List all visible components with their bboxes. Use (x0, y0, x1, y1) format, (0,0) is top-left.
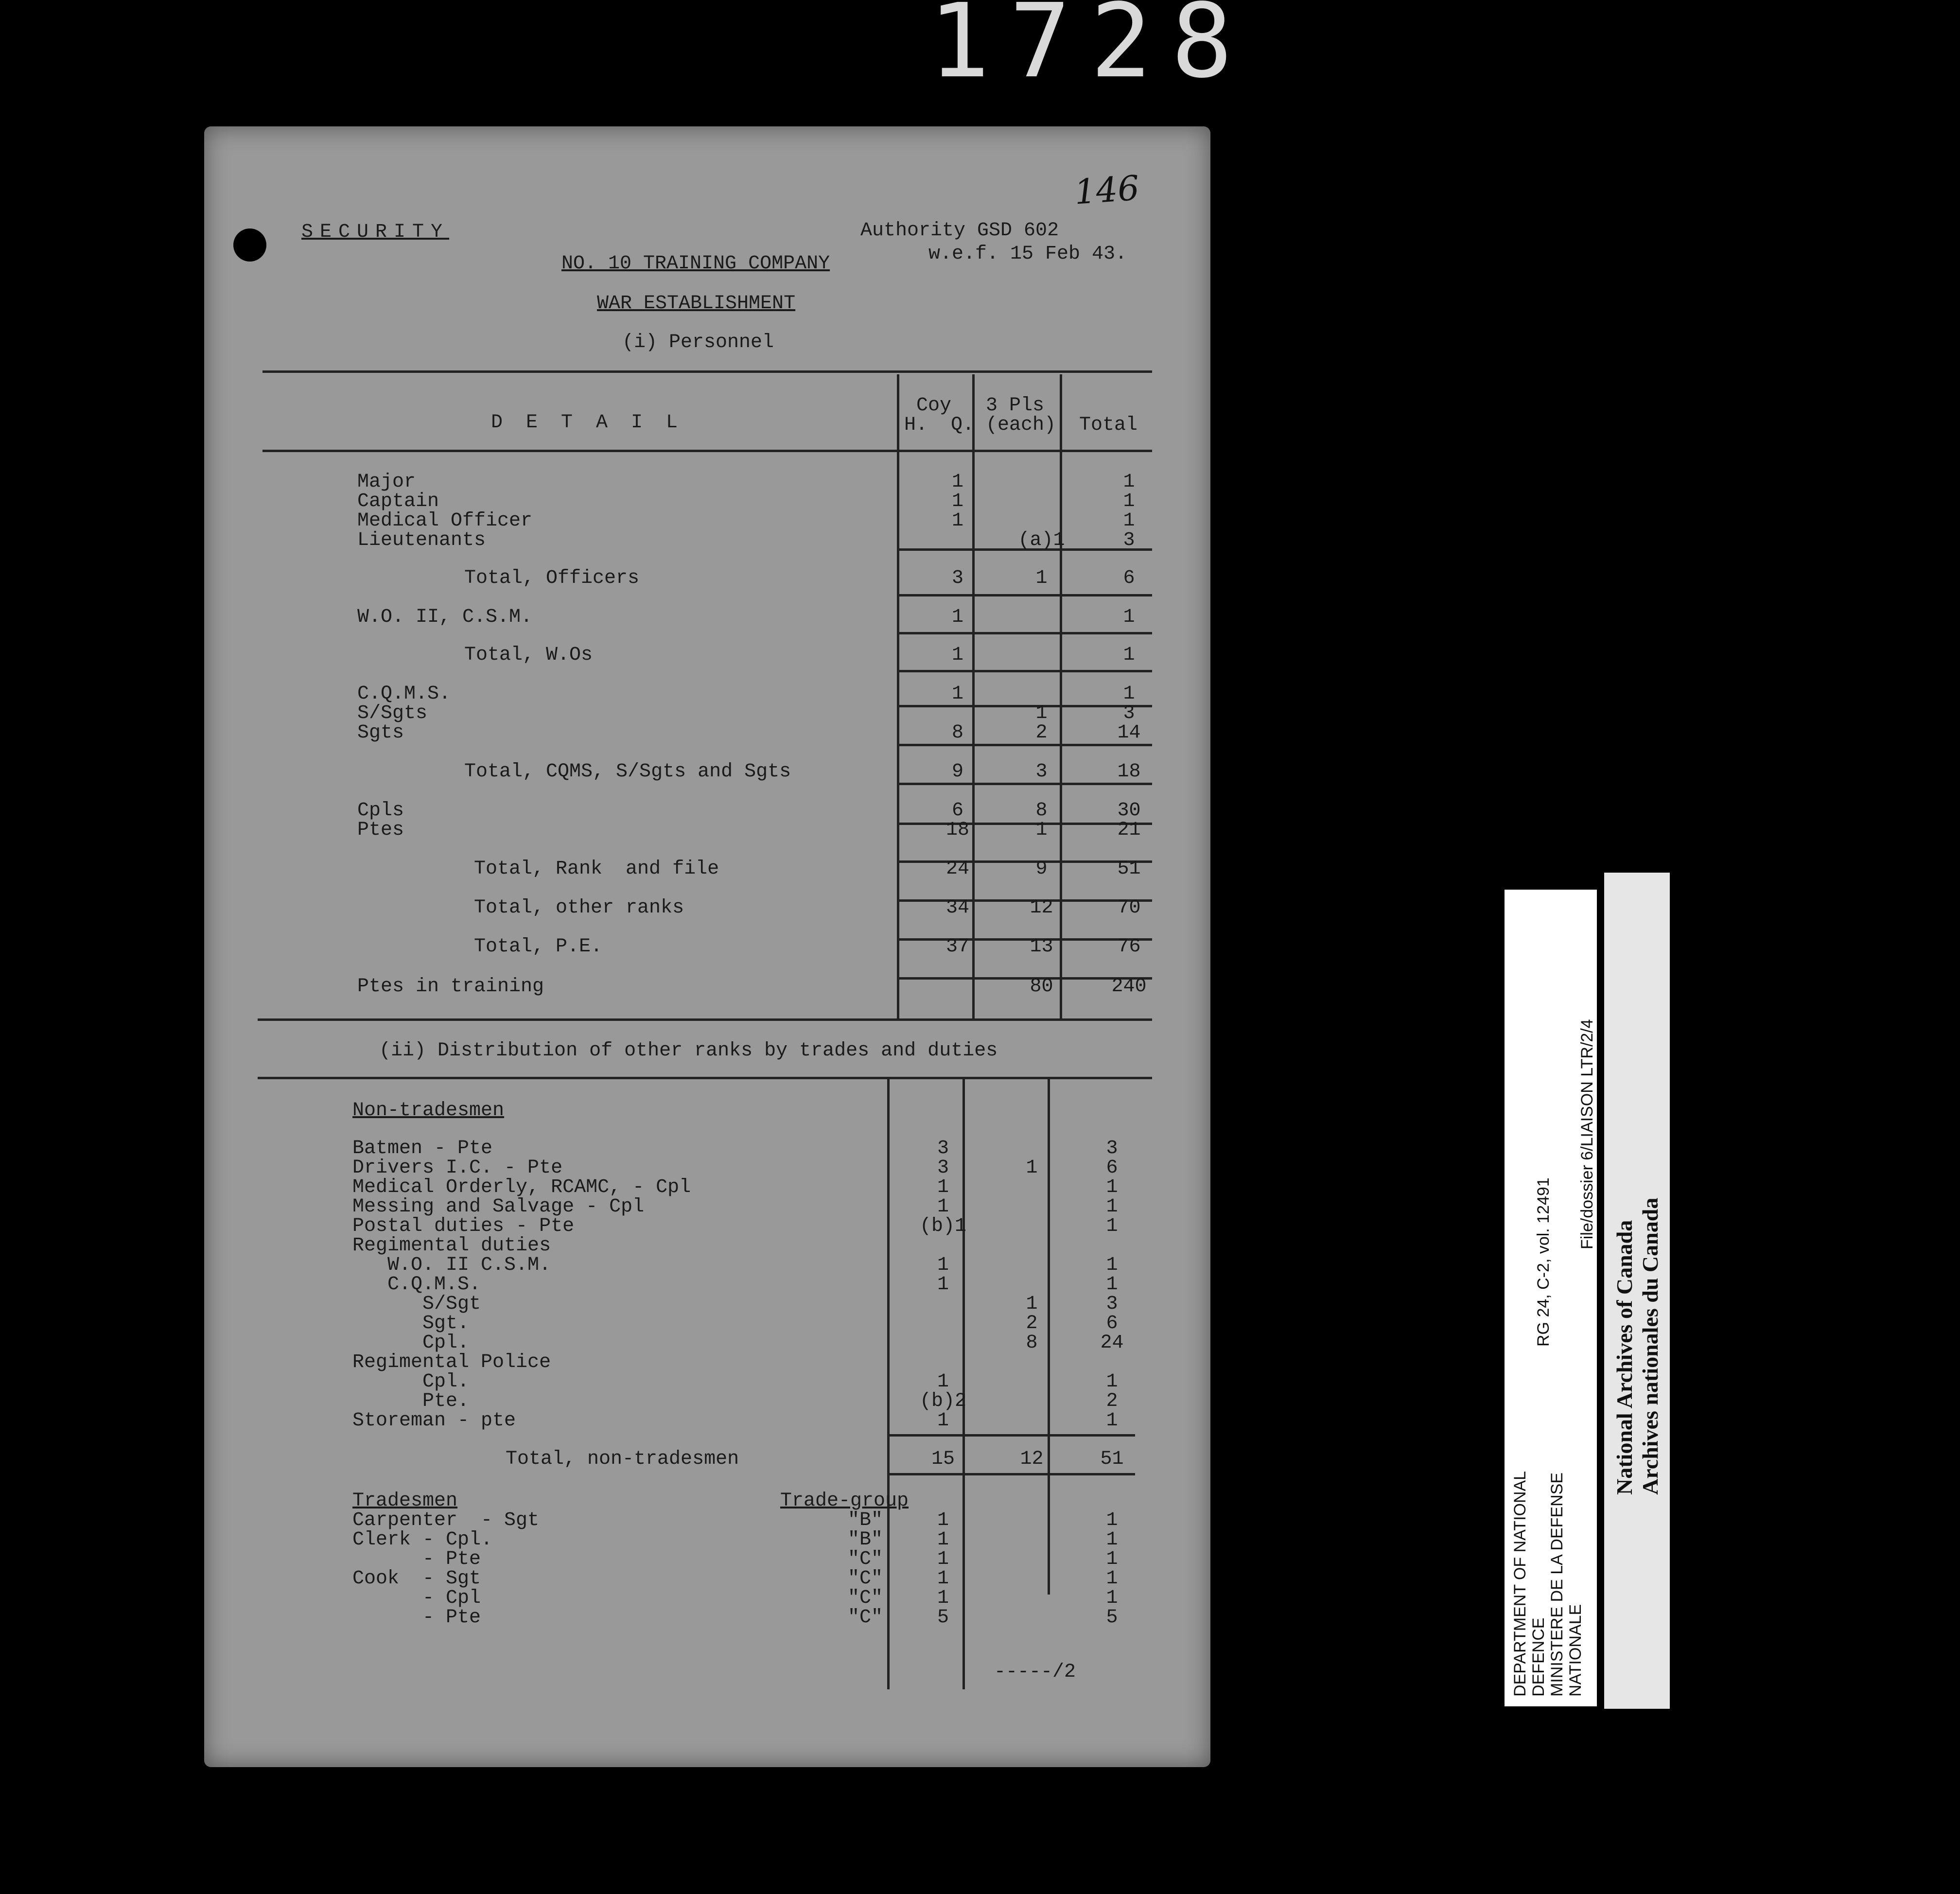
platoon-value: 1 (1035, 819, 1048, 841)
total-value: 3 (1123, 702, 1135, 724)
table-row (204, 511, 1210, 531)
platoon-value: 13 (1030, 936, 1053, 958)
table-row (204, 762, 1210, 782)
table-row (204, 492, 1210, 511)
coy-value: 1 (937, 1254, 949, 1276)
table-row (204, 1178, 1210, 1197)
row-label: Postal duties - Pte (352, 1215, 575, 1237)
table-row (204, 1197, 1210, 1217)
row-label: - Cpl (352, 1587, 481, 1609)
coy-value: 1 (937, 1176, 949, 1198)
row-label: Medical Officer (357, 510, 533, 532)
table-row (204, 898, 1210, 918)
platoon-value: 8 (1035, 800, 1048, 822)
platoon-value: 1 (1035, 702, 1048, 724)
table-row (204, 1608, 1210, 1628)
coy-column-header: Coy (916, 395, 952, 417)
row-label: C.Q.M.S. (357, 683, 451, 705)
coy-value: 34 (945, 897, 969, 919)
total-value: 1 (1106, 1410, 1118, 1432)
subtotal-rule (897, 783, 1152, 785)
total-value: 1 (1106, 1254, 1118, 1276)
row-label: Total, Rank and file (474, 858, 719, 880)
row-label: Medical Orderly, RCAMC, - Cpl (352, 1176, 691, 1198)
coy-value: 1 (951, 471, 963, 493)
total-value: 240 (1111, 976, 1147, 998)
trade-group-value: "C" (847, 1587, 883, 1609)
punch-hole (233, 228, 266, 262)
row-label: Major (357, 471, 416, 493)
table-row (204, 977, 1210, 997)
non-tradesmen-heading: Non-tradesmen (352, 1100, 505, 1122)
subtotal-rule (897, 594, 1152, 596)
table-row (204, 821, 1210, 840)
table-row (204, 937, 1210, 957)
table-row (204, 1217, 1210, 1236)
platoon-value: 2 (1026, 1313, 1038, 1334)
file-reference: File/dossier 6/LIAISON LTR/2/4 (1578, 1019, 1596, 1249)
coy-value: 1 (937, 1274, 949, 1296)
total-value: 1 (1106, 1548, 1118, 1570)
row-label: Total, non-tradesmen (506, 1448, 739, 1470)
table-row (204, 1589, 1210, 1608)
table-row (204, 1275, 1210, 1295)
total-value: 1 (1106, 1176, 1118, 1198)
row-label: Messing and Salvage - Cpl (352, 1196, 645, 1218)
row-label: Total, CQMS, S/Sgts and Sgts (464, 761, 791, 783)
total-value: 1 (1123, 491, 1135, 512)
coy-value: 6 (951, 800, 963, 822)
trade-group-value: "B" (847, 1509, 883, 1531)
total-value: 1 (1106, 1215, 1118, 1237)
department-line-4: NATIONALE (1566, 1604, 1585, 1697)
subtotal-rule (887, 1473, 1135, 1475)
total-value: 51 (1100, 1448, 1124, 1470)
platoon-value: 2 (1035, 722, 1048, 744)
platoon-value: 12 (1020, 1448, 1044, 1470)
platoon-value: 9 (1035, 858, 1048, 880)
platoon-value: 8 (1026, 1332, 1038, 1354)
total-value: 76 (1117, 936, 1141, 958)
total-value: 1 (1106, 1371, 1118, 1393)
trade-group-heading: Trade-group (780, 1490, 909, 1512)
total-value: 51 (1117, 858, 1141, 880)
department-line-1: DEPARTMENT OF NATIONAL (1511, 1471, 1529, 1697)
total-value: 1 (1123, 510, 1135, 532)
total-value: 1 (1106, 1274, 1118, 1296)
coy-value: 3 (937, 1138, 949, 1159)
table-row (204, 646, 1210, 665)
table-row (204, 1236, 1210, 1256)
coy-value: 1 (951, 644, 963, 666)
department-line-3: MINISTERE DE LA DEFENSE (1548, 1473, 1566, 1697)
platoon-value: 1 (1035, 567, 1048, 589)
total-value: 3 (1123, 529, 1135, 551)
total-value: 24 (1100, 1332, 1124, 1354)
archives-stamp-french: Archives nationales du Canada (1638, 1197, 1662, 1495)
subtotal-rule (897, 744, 1152, 746)
total-value: 70 (1117, 897, 1141, 919)
platoons-column-header-2: (each) (986, 414, 1056, 436)
coy-value: 1 (937, 1371, 949, 1393)
platoon-value: 80 (1030, 976, 1053, 998)
total-value: 2 (1106, 1390, 1118, 1412)
row-label: Pte. (352, 1390, 470, 1412)
security-marking: SECURITY (301, 221, 450, 243)
table-row (204, 1295, 1210, 1314)
coy-value: 5 (937, 1607, 949, 1629)
total-value: 1 (1106, 1196, 1118, 1218)
coy-value: 1 (937, 1410, 949, 1432)
coy-value: 37 (945, 936, 969, 958)
table-row (204, 1139, 1210, 1158)
row-label: Batmen - Pte (352, 1138, 493, 1159)
authority-line: Authority GSD 602 (860, 220, 1059, 242)
trade-group-value: "B" (847, 1529, 883, 1551)
table-bottom-rule (258, 1018, 1152, 1021)
coy-value: 1 (951, 683, 963, 705)
row-label: Cook - Sgt (352, 1568, 481, 1590)
table-row (204, 1158, 1210, 1178)
coy-value: 1 (937, 1587, 949, 1609)
total-value: 21 (1117, 819, 1141, 841)
section-heading-personnel: (i) Personnel (622, 332, 774, 353)
table-row (204, 1314, 1210, 1333)
table-row (204, 704, 1210, 723)
total-value: 18 (1117, 761, 1141, 783)
subtotal-rule (897, 632, 1152, 634)
handwritten-page-number: 146 (1073, 168, 1141, 212)
coy-value: 1 (951, 510, 963, 532)
row-label: Sgts (357, 722, 404, 744)
archives-stamp (1604, 873, 1670, 1709)
coy-value: 1 (937, 1509, 949, 1531)
subtotal-rule (887, 1434, 1135, 1437)
total-value: 6 (1106, 1157, 1118, 1179)
coy-value: 1 (937, 1548, 949, 1570)
total-value: 6 (1106, 1313, 1118, 1334)
coy-value: (b)2 (919, 1390, 966, 1412)
row-label: Ptes in training (357, 976, 544, 998)
platoon-value: 3 (1035, 761, 1048, 783)
row-label: - Pte (352, 1548, 481, 1570)
coy-value: 3 (951, 567, 963, 589)
trade-group-value: "C" (847, 1568, 883, 1590)
coy-value: 1 (951, 606, 963, 628)
subtotal-rule (897, 670, 1152, 672)
total-value: 3 (1106, 1138, 1118, 1159)
total-value: 6 (1123, 567, 1135, 589)
table-row (204, 684, 1210, 704)
table-row (204, 1569, 1210, 1589)
total-value: 14 (1117, 722, 1141, 744)
continuation-marker: -----/2 (994, 1661, 1076, 1683)
coy-value: 1 (937, 1196, 949, 1218)
platoons-column-header: 3 Pls (986, 395, 1045, 417)
row-label: Sgt. (352, 1313, 470, 1334)
row-label: Total, W.Os (464, 644, 593, 666)
table-row (204, 1392, 1210, 1411)
coy-value: 1 (937, 1568, 949, 1590)
coy-value: 9 (951, 761, 963, 783)
department-line-2: DEFENCE (1529, 1617, 1548, 1697)
frame-number: 1728 (928, 0, 1252, 101)
coy-value: (b)1 (919, 1215, 966, 1237)
total-value: 1 (1106, 1529, 1118, 1551)
total-value: 3 (1106, 1293, 1118, 1315)
total-value: 1 (1123, 644, 1135, 666)
coy-value: 15 (931, 1448, 955, 1470)
total-column-header: Total (1079, 414, 1138, 436)
table-row (204, 1353, 1210, 1372)
section-rule (258, 1077, 1152, 1079)
table-row (204, 1372, 1210, 1392)
total-value: 1 (1106, 1587, 1118, 1609)
row-label: C.Q.M.S. (352, 1274, 481, 1296)
detail-column-header: D E T A I L (491, 412, 684, 434)
archive-reference-label (1505, 890, 1597, 1706)
coy-value: 1 (937, 1529, 949, 1551)
platoon-value: 1 (1026, 1157, 1038, 1179)
platoon-value: 1 (1026, 1293, 1038, 1315)
row-label: Lieutenants (357, 529, 486, 551)
document-page (204, 126, 1210, 1767)
total-value: 1 (1123, 606, 1135, 628)
total-value: 1 (1123, 683, 1135, 705)
archives-stamp-english: National Archives of Canada (1612, 1220, 1637, 1495)
table-row (204, 1256, 1210, 1275)
coy-column-header-2: H. Q. (904, 414, 975, 436)
trade-group-value: "C" (847, 1607, 883, 1629)
row-label: Cpls (357, 800, 404, 822)
table-top-rule (262, 370, 1152, 373)
row-label: Ptes (357, 819, 404, 841)
table-row (204, 608, 1210, 627)
total-value: 1 (1106, 1568, 1118, 1590)
coy-value: 8 (951, 722, 963, 744)
table-row (204, 1333, 1210, 1353)
tradesmen-heading: Tradesmen (352, 1490, 458, 1512)
coy-value: 24 (945, 858, 969, 880)
row-label: Total, other ranks (474, 897, 684, 919)
row-label: Regimental Police (352, 1351, 551, 1373)
table-header-rule (262, 450, 1152, 452)
row-label: Total, Officers (464, 567, 640, 589)
table-row (204, 1530, 1210, 1550)
total-value: 5 (1106, 1607, 1118, 1629)
record-group-reference: RG 24, C-2, vol. 12491 (1534, 1177, 1553, 1347)
coy-value: 18 (945, 819, 969, 841)
row-label: Clerk - Cpl. (352, 1529, 493, 1551)
row-label: Captain (357, 491, 439, 512)
total-value: 1 (1123, 471, 1135, 493)
row-label: Cpl. (352, 1332, 470, 1354)
row-label: Cpl. (352, 1371, 470, 1393)
row-label: S/Sgts (357, 702, 428, 724)
platoon-value: (a)1 (1018, 529, 1065, 551)
document-title: NO. 10 TRAINING COMPANY (561, 253, 830, 275)
total-value: 1 (1106, 1509, 1118, 1531)
table-row (204, 801, 1210, 821)
effective-date: w.e.f. 15 Feb 43. (928, 243, 1127, 265)
row-label: Total, P.E. (474, 936, 603, 958)
table-row (204, 859, 1210, 879)
row-label: S/Sgt (352, 1293, 481, 1315)
row-label: W.O. II C.S.M. (352, 1254, 551, 1276)
table-row (204, 473, 1210, 492)
row-label: Carpenter - Sgt (352, 1509, 540, 1531)
table-row (204, 723, 1210, 743)
table-row (204, 1511, 1210, 1530)
row-label: Regimental duties (352, 1235, 551, 1257)
trade-group-value: "C" (847, 1548, 883, 1570)
row-label: - Pte (352, 1607, 481, 1629)
row-label: W.O. II, C.S.M. (357, 606, 533, 628)
document-subtitle: WAR ESTABLISHMENT (597, 293, 796, 315)
platoon-value: 12 (1030, 897, 1053, 919)
table-row (204, 1550, 1210, 1569)
table-row (204, 531, 1210, 550)
table-row (204, 569, 1210, 588)
row-label: Storeman - pte (352, 1410, 516, 1432)
table-row (204, 1411, 1210, 1431)
coy-value: 3 (937, 1157, 949, 1179)
coy-value: 1 (951, 491, 963, 512)
row-label: Drivers I.C. - Pte (352, 1157, 563, 1179)
section-heading-distribution: (ii) Distribution of other ranks by trades and duties (379, 1040, 998, 1062)
table-row-total (204, 1450, 1210, 1469)
total-value: 30 (1117, 800, 1141, 822)
